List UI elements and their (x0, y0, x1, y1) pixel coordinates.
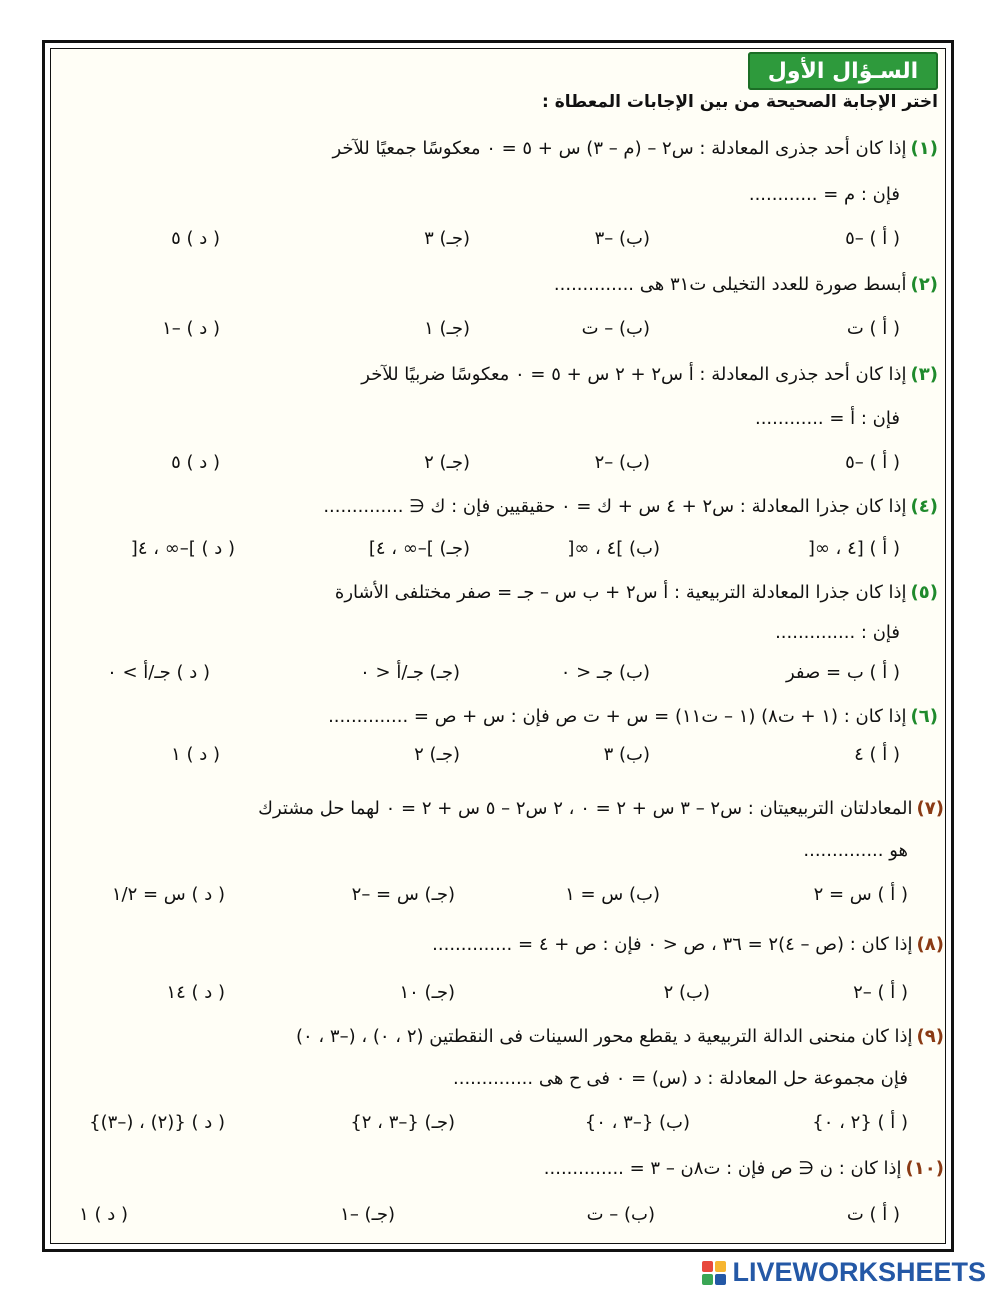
option-c[interactable]: (جـ) س = –٢ (351, 884, 455, 905)
option-d[interactable]: ( د ) ٥ (171, 228, 220, 249)
option-d[interactable]: ( د ) ١ (171, 744, 220, 765)
option-d[interactable]: ( د ) {(٢) ، (–٣)} (89, 1112, 225, 1133)
question-number: (١٠) (905, 1158, 944, 1179)
option-d[interactable]: ( د ) ١٤ (166, 982, 225, 1003)
question-text: إذا كان أحد جذرى المعادلة : س٢ – (م – ٣) س + ٥ = ٠ معكوسًا جمعيًا للآخر (332, 138, 907, 159)
option-c[interactable]: (جـ) ٣ (424, 228, 470, 249)
option-d[interactable]: ( د ) س = ١/٢ (111, 884, 225, 905)
option-c[interactable]: (جـ) ١٠ (399, 982, 455, 1003)
question-3-continuation: فإن : أ = ............ (754, 408, 900, 429)
option-a[interactable]: ( أ ) س = ٢ (813, 884, 908, 905)
question-3 (361, 364, 938, 385)
question-text: إذا كان جذرا المعادلة التربيعية : أ س٢ + ب س – جـ = صفر مختلفى الأشارة (334, 582, 907, 603)
option-c[interactable]: (جـ) –١ (340, 1204, 395, 1225)
question-10 (544, 1158, 944, 1179)
option-b[interactable]: (ب) ٢ (663, 982, 710, 1003)
option-d[interactable]: ( د ) ٥ (171, 452, 220, 473)
option-a[interactable]: ( أ ) [٤ ، ∞[ (807, 538, 900, 559)
question-number: (٨) (916, 934, 944, 955)
option-d[interactable]: ( د ) –١ (162, 318, 220, 339)
option-c[interactable]: (جـ) ٢ (424, 452, 470, 473)
question-7 (258, 798, 944, 819)
question-1 (332, 138, 938, 159)
option-d[interactable]: ( د ) جـ/أ > ٠ (107, 662, 210, 683)
question-7-continuation: هو .............. (803, 840, 908, 861)
question-number: (٧) (916, 798, 944, 819)
option-a[interactable]: ( أ ) –٥ (845, 452, 900, 473)
question-text: أبسط صورة للعدد التخيلى ت٣١ هى .............. (553, 274, 907, 295)
option-d[interactable]: ( د ) ]–∞ ، ٤[ (130, 538, 235, 559)
question-number: (١) (910, 138, 938, 159)
option-b[interactable]: (ب) – ت (581, 318, 650, 339)
question-text: إذا كان منحنى الدالة التربيعية د يقطع محور السينات فى النقطتين (٢ ، ٠) ، (–٣ ، ٠) (295, 1026, 913, 1047)
option-a[interactable]: ( أ ) –٢ (853, 982, 908, 1003)
option-a[interactable]: ( أ ) ت (846, 1204, 900, 1225)
option-b[interactable]: (ب) –٢ (594, 452, 650, 473)
question-text: إذا كان : (ص – ٤)٢ = ٣٦ ، ص < ٠ فإن : ص + ٤ = .............. (432, 934, 913, 955)
option-a[interactable]: ( أ ) ٤ (854, 744, 900, 765)
instructions: اختر الإجابة الصحيحة من بين الإجابات المعطاة : (542, 92, 938, 112)
option-b[interactable]: (ب) – ت (586, 1204, 655, 1225)
option-b[interactable]: (ب) –٣ (594, 228, 650, 249)
question-2 (554, 274, 938, 295)
question-5 (335, 582, 938, 603)
option-d[interactable]: ( د ) ١ (79, 1204, 128, 1225)
option-a[interactable]: ( أ ) ب = صفر (785, 662, 900, 683)
question-4 (323, 496, 938, 517)
question-text: إذا كان جذرا المعادلة : س٢ + ٤ س + ك = ٠ حقيقيين فإن : ك ∈ .............. (323, 496, 907, 517)
question-text: المعادلتان التربيعيتان : س٢ – ٣ س + ٢ = ٠ ، ٢ س٢ – ٥ س + ٢ = ٠ لهما حل مشترك (258, 798, 913, 819)
option-c[interactable]: (جـ) جـ/أ < ٠ (360, 662, 460, 683)
option-a[interactable]: ( أ ) –٥ (845, 228, 900, 249)
option-a[interactable]: ( أ ) {٢ ، ٠} (812, 1112, 908, 1133)
question-8 (432, 934, 944, 955)
question-number: (٦) (910, 706, 938, 727)
brand-name: LIVEWORKSHEETS (732, 1257, 986, 1287)
question-text: إذا كان أحد جذرى المعادلة : أ س٢ + ٢ س + ٥ = ٠ معكوسًا ضربيًا للآخر (361, 364, 907, 385)
option-a[interactable]: ( أ ) ت (846, 318, 900, 339)
question-1-continuation: فإن : م = ............ (748, 184, 900, 205)
section-heading: السـؤال الأول (748, 52, 938, 90)
liveworksheets-logo[interactable] (702, 1257, 986, 1288)
option-b[interactable]: (ب) {–٣ ، ٠} (584, 1112, 690, 1133)
option-c[interactable]: (جـ) ٢ (414, 744, 460, 765)
option-b[interactable]: (ب) جـ < ٠ (560, 662, 650, 683)
question-6 (328, 706, 938, 727)
option-c[interactable]: (جـ) ١ (424, 318, 470, 339)
option-b[interactable]: (ب) س = ١ (565, 884, 660, 905)
option-c[interactable]: (جـ) ]–∞ ، ٤] (368, 538, 470, 559)
option-c[interactable]: (جـ) {–٣ ، ٢} (350, 1112, 455, 1133)
question-5-continuation: فإن : .............. (775, 622, 900, 643)
question-number: (٩) (916, 1026, 944, 1047)
question-number: (٤) (910, 496, 938, 517)
question-text: إذا كان : ن ∈ ص فإن : ت٨ن – ٣ = .............. (543, 1158, 902, 1179)
question-9-continuation: فإن مجموعة حل المعادلة : د (س) = ٠ فى ح هى .............. (453, 1068, 908, 1089)
liveworksheets-icon (702, 1261, 726, 1285)
question-number: (٥) (910, 582, 938, 603)
option-b[interactable]: (ب) ]٤ ، ∞[ (567, 538, 660, 559)
question-9 (296, 1026, 944, 1047)
question-number: (٢) (910, 274, 938, 295)
question-text: إذا كان : (١ + ت٨) (١ – ت١١) = س + ت ص فإن : س + ص = .............. (328, 706, 907, 727)
option-b[interactable]: (ب) ٣ (603, 744, 650, 765)
question-number: (٣) (910, 364, 938, 385)
